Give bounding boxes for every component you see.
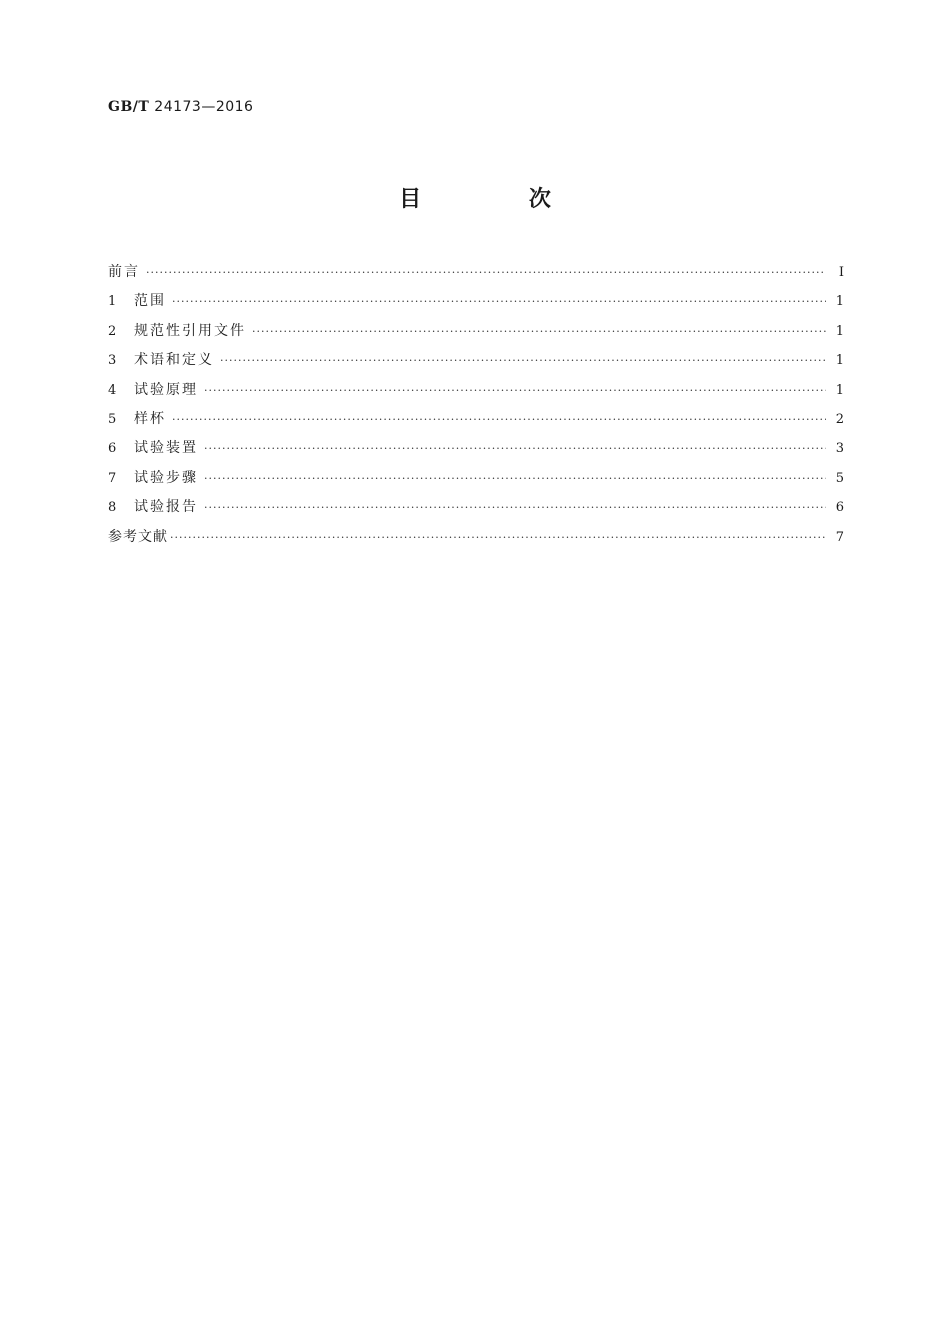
toc-entry-label: 前言 [108,264,140,280]
toc-leader-dots [204,493,826,522]
toc-entry-label: 试验装置 [134,440,198,457]
toc-leader-dots [204,464,826,493]
toc-leader-dots [146,258,826,287]
toc-entry-label: 规范性引用文件 [134,322,246,339]
toc-entry-number: 6 [108,441,117,457]
standard-number: 24173—2016 [154,99,254,115]
toc-entry-foreword[interactable] [108,258,844,287]
toc-entry-label: 参考文献 [108,528,168,545]
toc-entry-page: 1 [835,382,844,398]
standard-prefix: GB/T [108,99,150,115]
toc-entry-test-principle[interactable] [108,376,844,405]
standard-code [108,99,253,115]
toc-entry-label: 样杯 [134,410,166,427]
toc-entry-terms-definitions[interactable] [108,346,844,375]
toc-entry-number: 2 [108,323,117,339]
toc-leader-dots [170,523,826,552]
toc-entry-test-apparatus[interactable] [108,434,844,463]
toc-entry-page: Ⅰ [838,265,844,280]
toc-entry-number: 5 [108,411,117,427]
toc-entry-scope[interactable] [108,287,844,316]
toc-leader-dots [252,317,826,346]
toc-entry-label: 试验报告 [134,499,198,516]
toc-entry-number: 4 [108,382,117,398]
toc-leader-dots [204,376,826,405]
toc-entry-page: 1 [835,353,844,369]
toc-entry-page: 2 [835,411,844,427]
toc-leader-dots [172,405,826,434]
toc-entry-number: 3 [108,353,117,369]
toc-entry-label: 术语和定义 [134,352,214,369]
toc-entry-page: 1 [835,323,844,339]
toc-entry-label: 试验步骤 [134,469,198,486]
toc-leader-dots [172,287,826,316]
toc-entry-test-report[interactable] [108,493,844,522]
toc-leader-dots [220,346,826,375]
toc-entry-sample-cup[interactable] [108,405,844,434]
toc-entry-number: 1 [108,294,117,310]
toc-entry-page: 3 [835,441,844,457]
table-of-contents [108,258,844,552]
toc-entry-page: 6 [835,500,844,516]
toc-entry-normative-references[interactable] [108,317,844,346]
toc-entry-page: 7 [835,529,844,545]
toc-entry-page: 1 [835,294,844,310]
toc-entry-number: 8 [108,500,117,516]
toc-entry-number: 7 [108,470,117,486]
toc-entry-label: 试验原理 [134,381,198,398]
toc-entry-bibliography[interactable] [108,523,844,552]
toc-entry-page: 5 [835,470,844,486]
page-title: 目 次 [399,187,601,212]
toc-entry-label: 范围 [134,293,166,310]
toc-entry-test-procedure[interactable] [108,464,844,493]
toc-leader-dots [204,434,826,463]
